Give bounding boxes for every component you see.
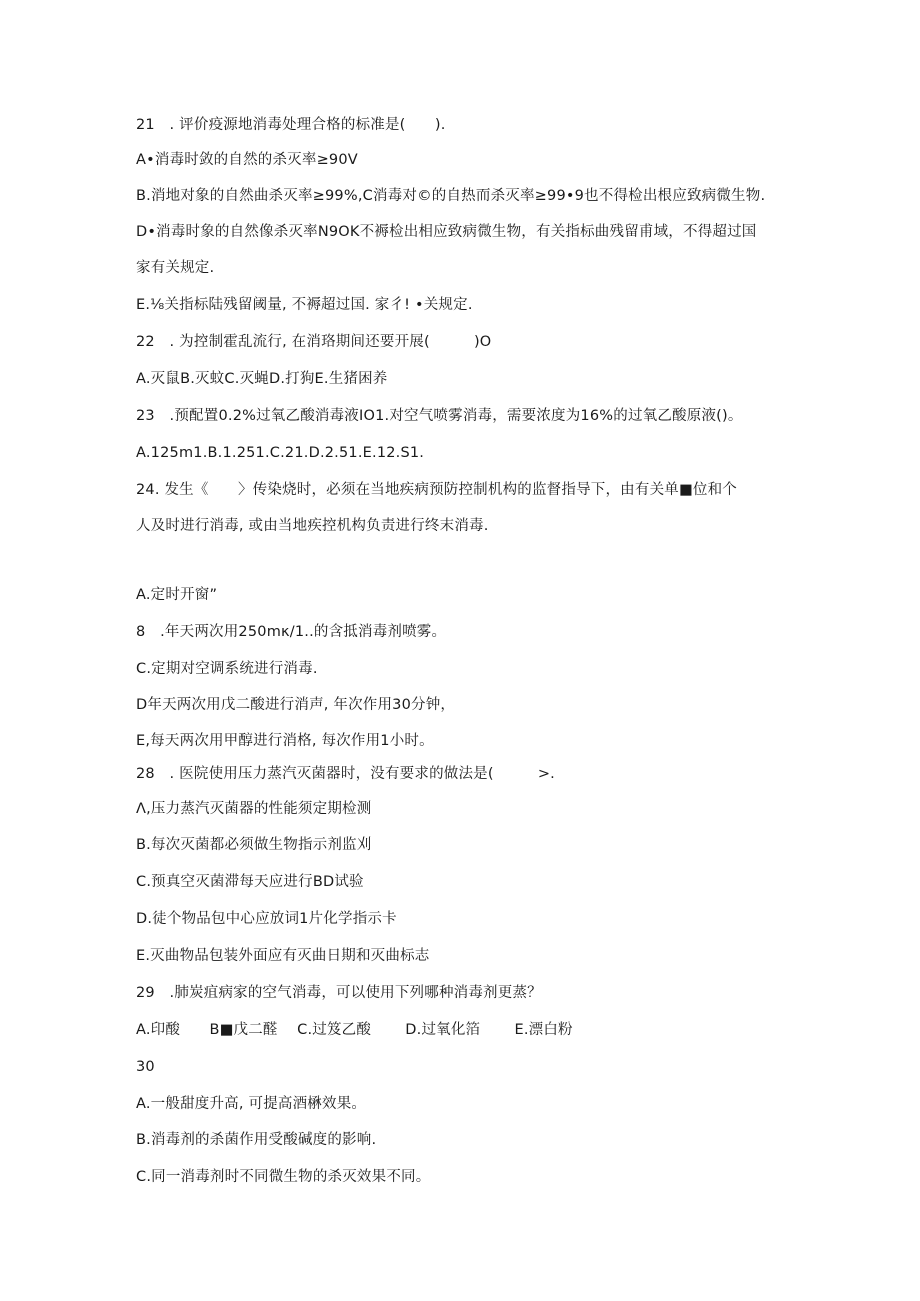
- question-21-stem: 21 . 评价疫源地消毒处理合格的标准是( ).: [136, 117, 446, 133]
- question-28-stem: 28 . 医院使用压力蒸汽灭菌器时，没有要求的做法是( >.: [136, 766, 555, 782]
- question-21-option-d-cont: 家有关规定.: [136, 260, 215, 276]
- question-29-options: A.印酸 B■戊二醛 C.过笈乙酸 D.过氧化箔 E.漂白粉: [136, 1022, 573, 1038]
- question-22-options: A.灭鼠B.灭蚊C.灭蝇D.打狗E.生猪困养: [136, 371, 388, 387]
- question-28-option-e: E.灭曲物品包装外面应有灭曲日期和灭曲标志: [136, 948, 430, 964]
- question-28-option-c: C.预真空灭菌滞每天应进行BD试验: [136, 874, 364, 890]
- question-24-stem: 24. 发生《 〉传染烧时，必须在当地疾病预防控制机构的监督指导下，由有关单■位和个: [136, 482, 737, 498]
- question-30-option-c: C.同一消毒剂时不同微生物的杀灭效果不同。: [136, 1169, 431, 1185]
- question-28-option-b: B.每次灭菌都必须做生物指示剂监刈: [136, 837, 372, 853]
- question-28-option-d: D.徒个物品包中心应放词1片化学指示卡: [136, 911, 397, 927]
- question-30-option-a: A.一般甜度升高, 可提高酒楙效果。: [136, 1096, 367, 1112]
- option-b-line: 8 .年天两次用250mκ/1..的含抵消毒剂喷雾。: [136, 624, 447, 640]
- question-21-option-d: D•消毒时象的自然像杀灭率N9OK不褥检出相应致病微生物，有关指标曲残留甫域，不得超过国: [136, 224, 757, 240]
- question-21-option-e: E.⅛关指标陆残留阈量, 不褥超过国. 家彳! •关规定.: [136, 297, 473, 313]
- question-21-option-a: A•消毒时敛的自然的杀灭率≥90V: [136, 152, 358, 168]
- question-22-stem: 22 . 为控制霍乱流行, 在消珞期间还要开展( )O: [136, 334, 492, 350]
- question-30-option-b: B.消毒剂的杀菌作用受酸碱度的影响.: [136, 1132, 377, 1148]
- option-a-line: A.定时开窗”: [136, 587, 218, 603]
- option-c-line: C.定期对空调系统进行消毒.: [136, 661, 318, 677]
- option-d-line: D年天两次用戊二酸进行消声, 年次作用30分钟，: [136, 697, 456, 713]
- question-24-stem-cont: 人及时进行消毒, 或由当地疾控机构负责进行终末消毒.: [136, 518, 489, 534]
- question-21-option-bc: B.消地对象的自然曲杀灭率≥99%,C消毒对©的自热而杀灭率≥99•9也不得检出根应致病微生物.: [136, 188, 766, 204]
- question-28-option-a: Λ,压力蒸汽灭菌器的性能须定期检测: [136, 801, 372, 817]
- question-30-number: 30: [136, 1059, 155, 1075]
- question-23-stem: 23 .预配置0.2%过氧乙酸消毒液IO1.对空气喷雾消毒，需要浓度为16%的过氧乙酸原液()。: [136, 408, 743, 424]
- question-23-options: A.125m1.B.1.251.C.21.D.2.51.E.12.S1.: [136, 445, 425, 461]
- option-e-line: E,每天两次用甲醇进行消格, 每次作用1小时。: [136, 733, 434, 749]
- question-29-stem: 29 .肺炭疽病家的空气消毒，可以使用下列哪种消毒剂更蒸？: [136, 985, 542, 1001]
